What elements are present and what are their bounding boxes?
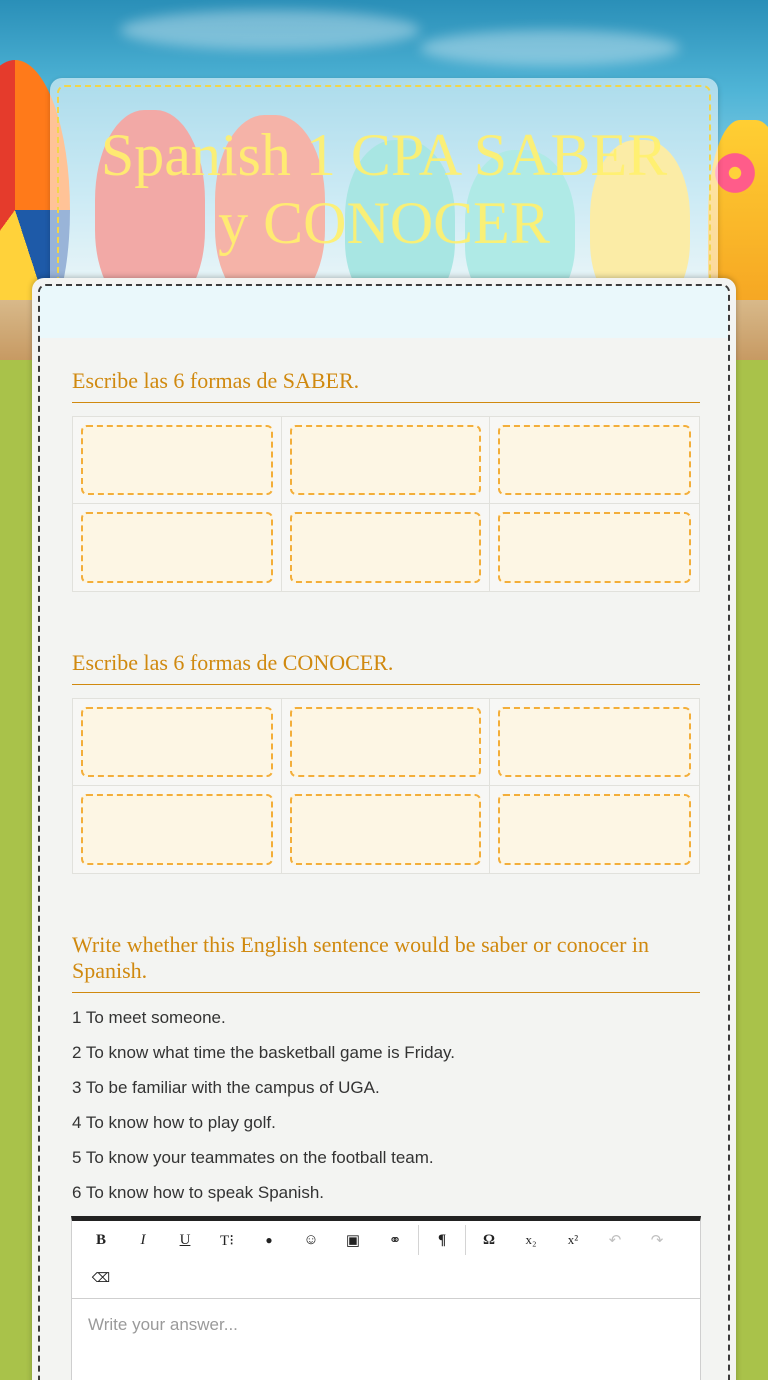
redo-icon[interactable]: ↷ [650,1232,664,1249]
conocer-answer-box[interactable] [290,794,482,865]
worksheet-card [32,278,736,1380]
page-title: Spanish 1 CPA SABER y CONOCER [100,122,668,256]
question-list [72,1008,700,1218]
saber-answer-grid [72,416,700,592]
title-card [50,78,718,308]
conocer-answer-box[interactable] [290,707,482,777]
paragraph-icon[interactable]: ¶ [437,1231,447,1248]
conocer-answer-box[interactable] [81,794,273,865]
emoji-icon[interactable]: ☺ [303,1231,319,1248]
saber-answer-box[interactable] [81,425,273,495]
subscript-button[interactable]: x₂ [525,1232,537,1247]
image-icon[interactable]: ▣ [345,1232,361,1249]
editor-toolbar [72,1221,700,1299]
underline-button[interactable]: U [179,1231,191,1248]
toolbar-divider [418,1225,419,1255]
eraser-icon[interactable]: ⌫ [91,1270,111,1285]
answer-input[interactable]: Write your answer... [88,1315,238,1334]
saber-answer-box[interactable] [290,512,482,583]
toolbar-divider [465,1225,466,1255]
list-item: 5 To know your teammates on the football team. [72,1148,434,1167]
superscript-button[interactable]: x² [567,1232,579,1247]
conocer-answer-box[interactable] [498,707,691,777]
list-item: 4 To know how to play golf. [72,1113,276,1132]
special-character-icon[interactable]: Ω [482,1231,495,1248]
saber-answer-box[interactable] [498,425,691,495]
saber-answer-box[interactable] [498,512,691,583]
worksheet-body [38,284,730,1380]
bold-button[interactable]: B [95,1231,106,1248]
conocer-answer-grid [72,698,700,874]
list-item: 3 To be familiar with the campus of UGA. [72,1078,380,1097]
list-item: 6 To know how to speak Spanish. [72,1183,325,1202]
section-title-conocer: Escribe las 6 formas de CONOCER. [72,650,700,685]
text-size-button[interactable]: T⁝ [220,1232,234,1249]
conocer-answer-box[interactable] [81,707,273,777]
answer-editor [71,1216,701,1380]
link-icon[interactable]: ⚭ [388,1232,402,1249]
conocer-answer-box[interactable] [498,794,691,865]
italic-button[interactable]: I [140,1231,146,1248]
worksheet-top-band [40,286,728,338]
saber-answer-box[interactable] [81,512,273,583]
list-item: 1 To meet someone. [72,1008,226,1027]
list-item: 2 To know what time the basketball game is Friday. [72,1043,455,1062]
saber-answer-box[interactable] [290,425,482,495]
section-title-saber-or-conocer: Write whether this English sentence would be saber or conocer in Spanish. [72,932,700,993]
text-color-icon[interactable]: ● [265,1232,273,1247]
undo-icon[interactable]: ↶ [608,1232,622,1249]
section-title-saber: Escribe las 6 formas de SABER. [72,368,700,403]
